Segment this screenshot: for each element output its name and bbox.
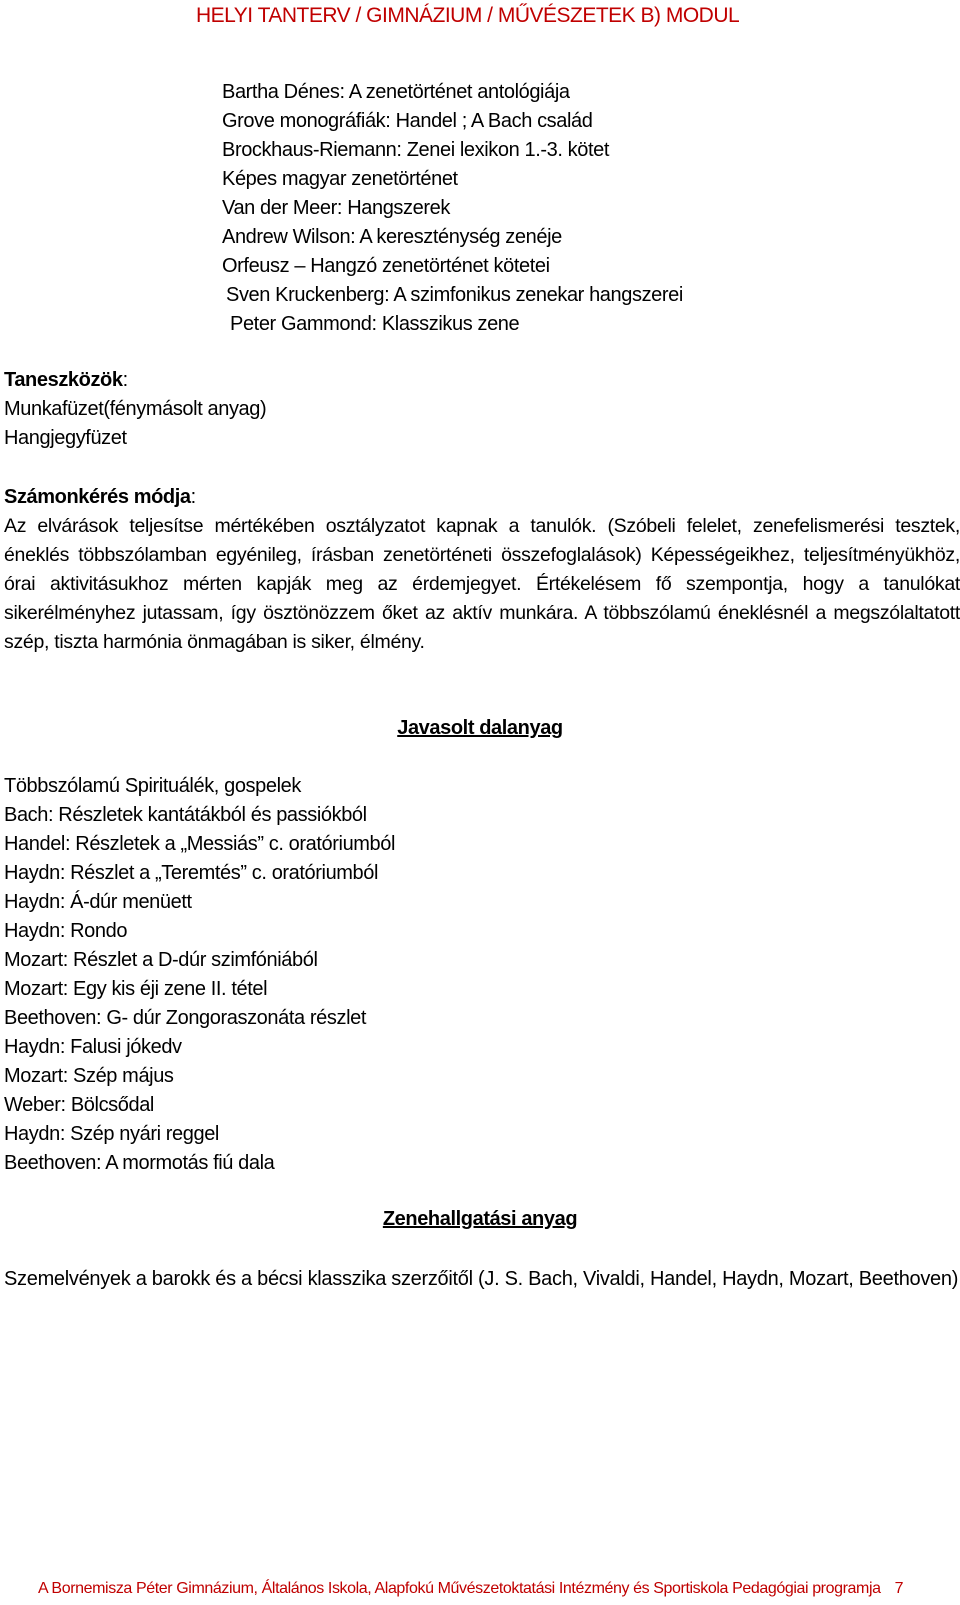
song-item: Beethoven: A mormotás fiú dala — [4, 1152, 275, 1174]
song-item: Haydn: Á-dúr menüett — [4, 891, 192, 913]
songs-title: Javasolt dalanyag — [397, 717, 563, 739]
tools-item: Hangjegyfüzet — [4, 427, 127, 449]
song-item: Mozart: Szép május — [4, 1065, 174, 1087]
song-item: Handel: Részletek a „Messiás” c. oratóriumból — [4, 833, 396, 855]
assessment-label: Számonkérés módja — [4, 486, 191, 508]
bibliography-item: Andrew Wilson: A kereszténység zenéje — [222, 226, 562, 248]
song-item: Weber: Bölcsődal — [4, 1094, 154, 1116]
listening-text: Szemelvények a barokk és a bécsi klasszika szerzőitől (J. S. Bach, Vivaldi, Handel, Haydn, Mozart, Beethoven) — [4, 1268, 959, 1290]
song-item: Haydn: Falusi jókedv — [4, 1036, 182, 1058]
bibliography-item: Grove monográfiák: Handel ; A Bach család — [222, 110, 593, 132]
song-item: Haydn: Rondo — [4, 920, 128, 942]
bibliography-item: Bartha Dénes: A zenetörténet antológiája — [222, 81, 570, 103]
assessment-heading — [4, 483, 196, 512]
page-footer — [38, 1580, 903, 1598]
bibliography-item: Orfeusz – Hangzó zenetörténet kötetei — [222, 255, 550, 277]
song-item: Haydn: Szép nyári reggel — [4, 1123, 219, 1145]
page-header: HELYI TANTERV / GIMNÁZIUM / MŰVÉSZETEK B) MODUL — [196, 4, 740, 27]
listening-title: Zenehallgatási anyag — [382, 1208, 578, 1230]
tools-item: Munkafüzet(fénymásolt anyag) — [4, 398, 267, 420]
song-item: Mozart: Egy kis éji zene II. tétel — [4, 978, 268, 1000]
tools-colon: : — [122, 369, 128, 391]
bibliography-item: Van der Meer: Hangszerek — [222, 197, 450, 219]
songs-list — [4, 772, 395, 1178]
assessment-colon: : — [190, 486, 196, 508]
tools-section — [4, 366, 266, 453]
bibliography-item: Peter Gammond: Klasszikus zene — [230, 313, 520, 335]
bibliography-list — [222, 78, 683, 339]
song-item: Többszólamú Spirituálék, gospelek — [4, 775, 301, 797]
footer-page-number: 7 — [894, 1580, 904, 1597]
bibliography-item: Brockhaus-Riemann: Zenei lexikon 1.-3. kötet — [222, 139, 610, 161]
tools-heading — [4, 366, 266, 395]
song-item: Mozart: Részlet a D-dúr szimfóniából — [4, 949, 318, 971]
song-item: Bach: Részletek kantátákból és passiókból — [4, 804, 367, 826]
bibliography-item: Képes magyar zenetörténet — [222, 168, 458, 190]
footer-text: A Bornemisza Péter Gimnázium, Általános Iskola, Alapfokú Művészetoktatási Intézmény és Sportiskola Pedagógiai programja — [38, 1580, 881, 1597]
tools-label: Taneszközök — [4, 369, 123, 391]
bibliography-item: Sven Kruckenberg: A szimfonikus zenekar hangszerei — [226, 284, 683, 306]
assessment-text: Az elvárások teljesítse mértékében osztályzatot kapnak a tanulók. (Szóbeli felelet, zenefelismerési tesztek, éneklés többszólamban egyénileg, írásban zenetörténeti összefoglalások) Képességeikhez, teljesítményükhöz, órai aktivitásukhoz mérten kapják meg az érdemjegyet. Értékelésem fő szempontja, hogy a tanulókat sikerélményhez jutassam, így ösztönözzem őket az aktív munkára. A többszólamú éneklésnél a megszólaltatott szép, tiszta harmónia önmagában is siker, élmény. — [4, 515, 960, 653]
song-item: Beethoven: G- dúr Zongoraszonáta részlet — [4, 1007, 366, 1029]
song-item: Haydn: Részlet a „Teremtés” c. oratóriumból — [4, 862, 379, 884]
